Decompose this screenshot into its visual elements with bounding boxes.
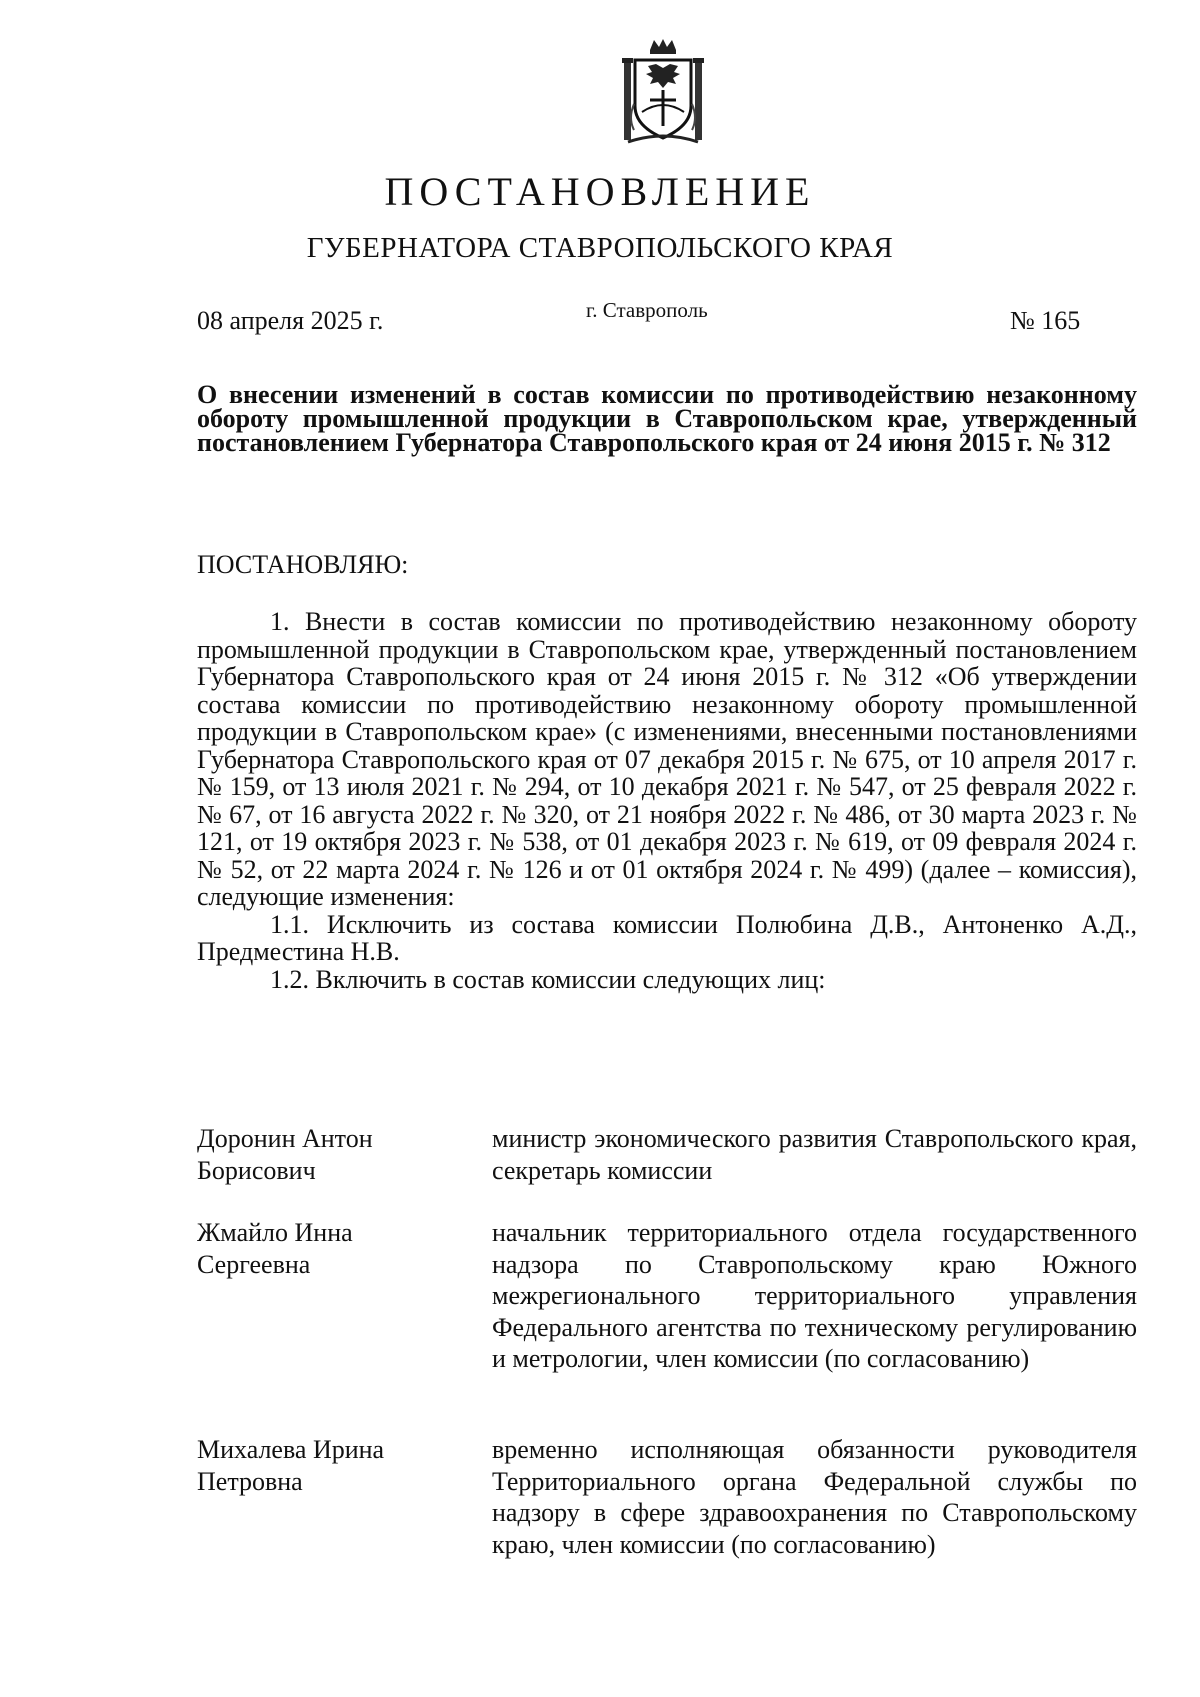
document-body [197,608,1137,993]
issuer-heading: ГУБЕРНАТОРА СТАВРОПОЛЬСКОГО КРАЯ [306,232,894,264]
decree-word: ПОСТАНОВЛЯЮ: [197,550,409,579]
person-position: министр экономического развития Ставропольского края, секретарь комиссии [492,1124,1137,1185]
document-city: г. Ставрополь [586,298,708,322]
person-position: начальник территориального отдела государственного надзора по Ставропольскому краю Южного межрегионального территориального управления Федерального агентства по техническому регулированию и метрологии, член комиссии (по согласованию) [492,1218,1137,1373]
paragraph-1: 1. Внести в состав комиссии по противодействию незаконному обороту промышленной продукции в Ставропольском крае, утвержденный постановлением Губернатора Ставропольского края от 24 июня 2015 г. № 312 «Об утверждении состава комиссии по противодействию незаконному обороту промышленной продукции в Ставропольском крае» (с изменениями, внесенными постановлениями Губернатора Ставропольского края от 07 декабря 2015 г. № 675, от 10 апреля 2017 г. № 159, от 13 июля 2021 г. № 294, от 10 декабря 2021 г. № 547, от 25 февраля 2022 г. № 67, от 16 августа 2022 г. № 320, от 21 ноября 2022 г. № 486, от 30 марта 2023 г. № 121, от 19 октября 2023 г. № 538, от 01 декабря 2023 г. № 619, от 09 февраля 2024 г. № 52, от 22 марта 2024 г. № 126 и от 01 октября 2024 г. № 499) (далее – комиссия), следующие изменения: [197,607,1137,911]
document-number: № 165 [1010,306,1081,335]
paragraph-1-2: 1.2. Включить в состав комиссии следующих лиц: [270,964,826,994]
document-title: О внесении изменений в состав комиссии по противодействию незаконному обороту промышленной продукции в Ставропольском крае, утвержденный постановлением Губернатора Ставропольского края от 24 июня 2015 г. № 312 [197,380,1137,457]
coat-of-arms-icon [620,38,706,150]
document-type-heading: ПОСТАНОВЛЕНИЕ [384,169,816,214]
person-name: Доронин Антон Борисович [197,1124,373,1185]
person-position: временно исполняющая обязанности руководителя Территориального органа Федеральной службы по надзору в сфере здравоохранения по Ставропольскому краю, член комиссии (по согласованию) [492,1435,1137,1559]
paragraph-1-1: 1.1. Исключить из состава комиссии Полюбина Д.В., Антоненко А.Д., Предместина Н.В. [197,909,1137,966]
document-date: 08 апреля 2025 г. [197,306,384,335]
person-name: Жмайло Инна Сергеевна [197,1218,353,1279]
person-name: Михалева Ирина Петровна [197,1435,385,1496]
